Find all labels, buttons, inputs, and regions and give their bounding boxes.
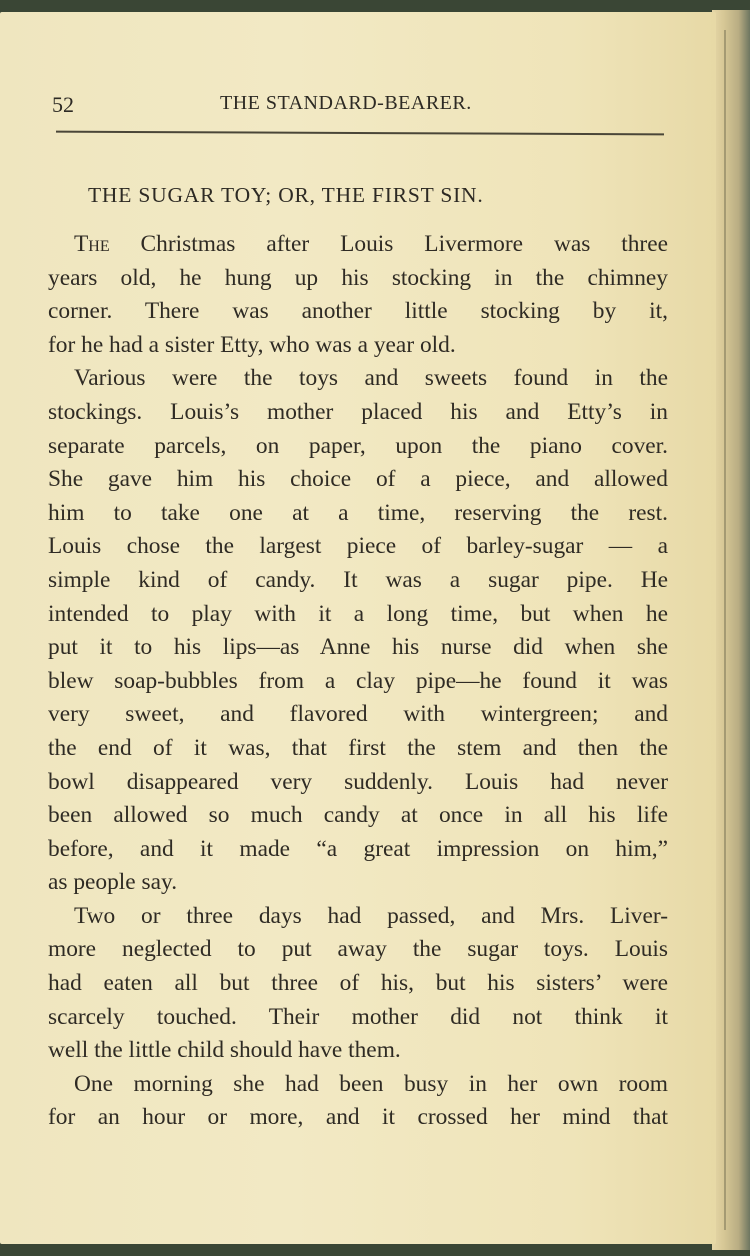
text-line: Various were the toys and sweets found in the [74,365,668,392]
book-edge-line [724,30,726,1230]
text-line: the end of it was, that first the stem and then the [48,734,668,761]
text-line: bowl disappeared very suddenly. Louis had never [48,768,668,795]
text-line: as people say. [48,869,178,896]
text-line: corner. There was another little stocking by it, [48,298,668,325]
text-line: blew soap-bubbles from a clay pipe—he found it was [48,667,668,694]
chapter-title: THE SUGAR TOY; OR, THE FIRST SIN. [88,183,484,207]
page-header [52,92,662,122]
text-line [48,228,668,262]
first-word: The [74,231,110,257]
text-line: for he had a sister Etty, who was a year old. [48,331,456,358]
text-line: been allowed so much candy at once in all his life [48,802,668,829]
text-line: for an hour or more, and it crossed her mind that [48,1104,668,1131]
text-line: Two or three days had passed, and Mrs. Liver- [74,902,668,929]
text-line: had eaten all but three of his, but his sisters’ were [48,970,668,997]
text-line: him to take one at a time, reserving the rest. [48,499,668,526]
line-text: Christmas after Louis Livermore was three [109,231,668,257]
book-edge [712,10,750,1250]
text-line: separate parcels, on paper, upon the piano cover. [48,432,668,459]
text-line: stockings. Louis’s mother placed his and Etty’s in [48,398,668,425]
body-text [48,228,668,1135]
text-line: before, and it made “a great impression on him,” [48,835,668,862]
text-line: years old, he hung up his stocking in the chimney [48,264,668,291]
text-line: One morning she had been busy in her own room [74,1070,668,1097]
page-number: 52 [52,92,74,117]
running-head: THE STANDARD-BEARER. [220,92,472,114]
text-line: Louis chose the largest piece of barley-sugar — a [48,533,668,560]
text-line: more neglected to put away the sugar toys. Louis [48,936,668,963]
text-line: intended to play with it a long time, but when he [48,600,668,627]
text-line: She gave him his choice of a piece, and allowed [48,466,668,493]
text-line: put it to his lips—as Anne his nurse did when she [48,634,668,661]
text-line: scarcely touched. Their mother did not think it [48,1003,668,1030]
text-line: simple kind of candy. It was a sugar pipe. He [48,566,668,593]
text-line: well the little child should have them. [48,1037,401,1064]
text-line: very sweet, and flavored with wintergreen; and [48,701,668,728]
